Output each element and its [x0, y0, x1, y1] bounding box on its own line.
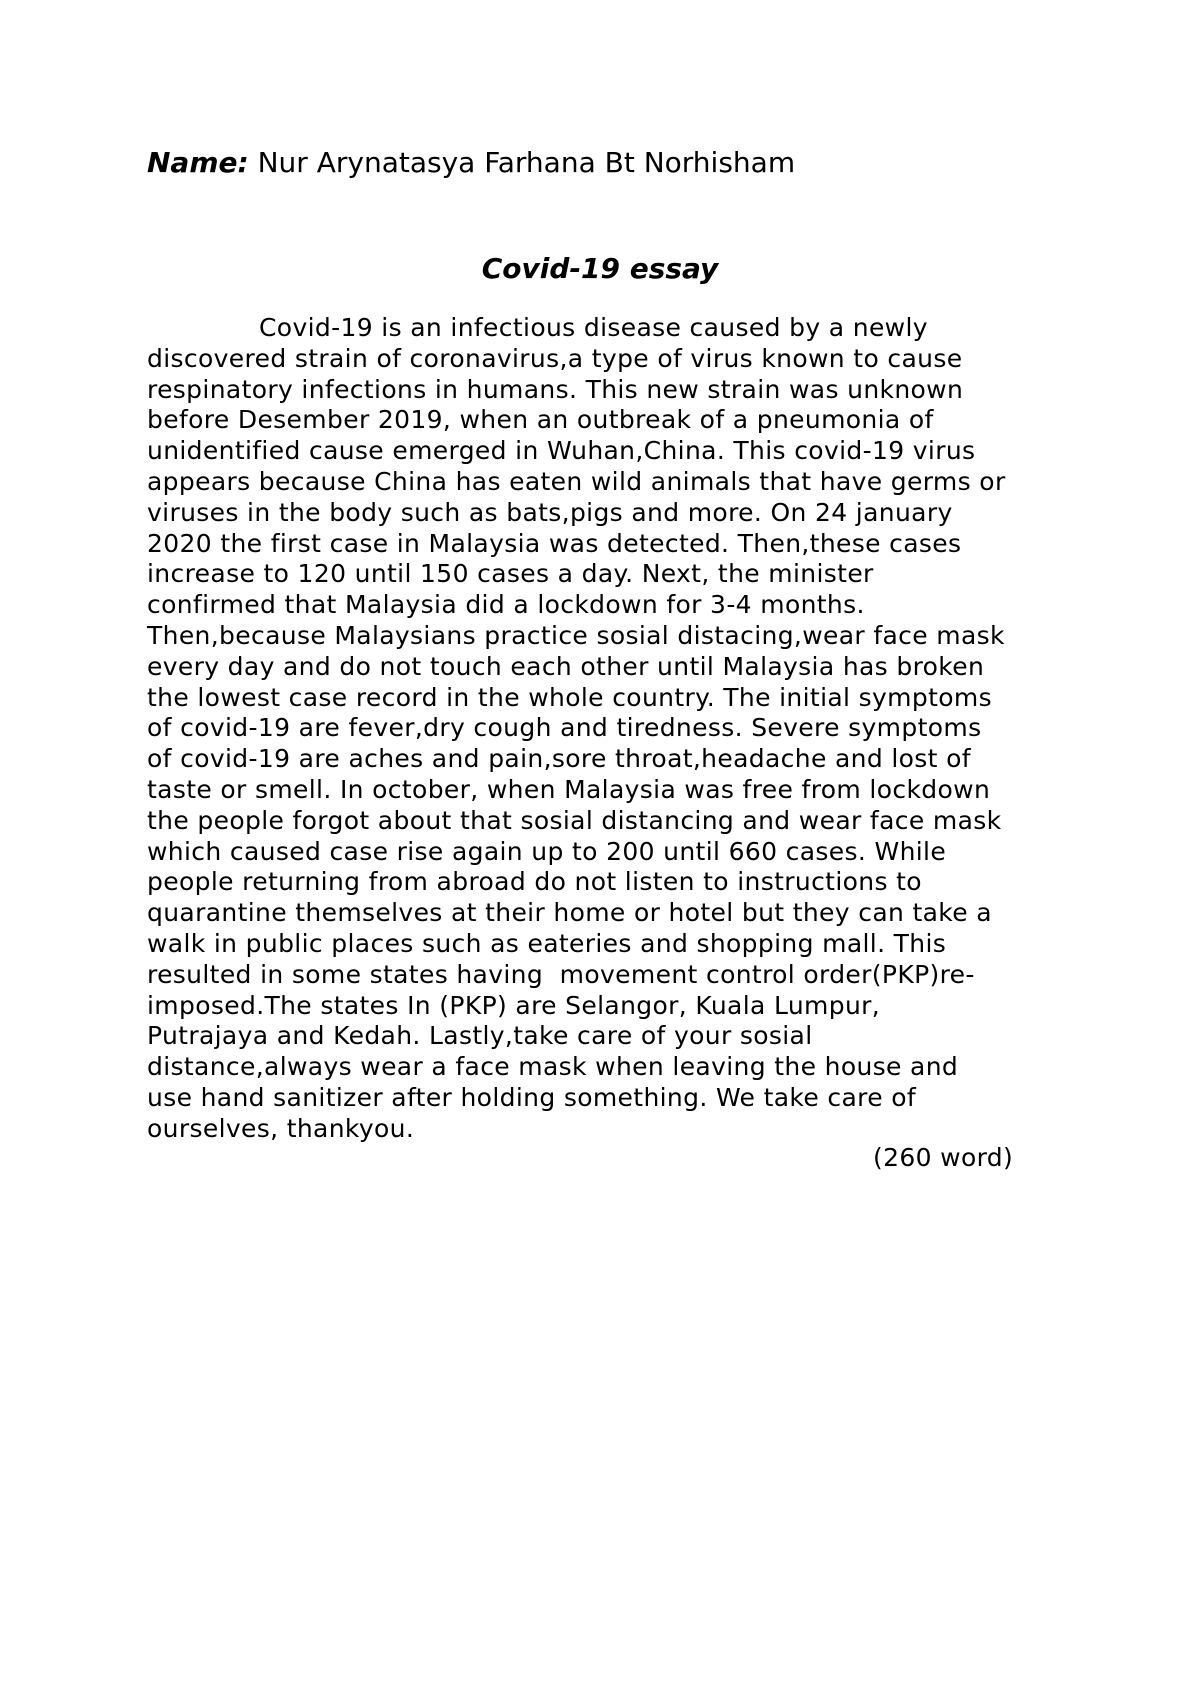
essay-line: respinatory infections in humans. This new strain was unknown — [147, 374, 964, 404]
essay-line: taste or smell. In october, when Malaysia was free from lockdown — [147, 774, 991, 804]
essay-line: viruses in the body such as bats,pigs and more. On 24 january — [147, 497, 953, 527]
essay-line: Covid-19 is an infectious disease caused by a newly — [259, 313, 928, 342]
essay-line: imposed.The states In (PKP) are Selangor, Kuala Lumpur, — [147, 990, 881, 1020]
essay-line: before Desember 2019, when an outbreak of a pneumonia of — [147, 405, 934, 435]
essay-line: appears because China has eaten wild animals that have germs or — [147, 466, 1006, 496]
essay-title: Covid-19 essay — [481, 252, 719, 285]
essay-line: increase to 120 until 150 cases a day. Next, the minister — [147, 559, 874, 589]
essay-line: of covid-19 are fever,dry cough and tiredness. Severe symptoms — [147, 713, 982, 743]
essay-line: use hand sanitizer after holding something. We take care of — [147, 1082, 917, 1112]
essay-body — [147, 313, 1067, 1145]
essay-line: people returning from abroad do not listen to instructions to — [147, 867, 922, 897]
essay-line: quarantine themselves at their home or hotel but they can take a — [147, 898, 992, 928]
essay-line: unidentified cause emerged in Wuhan,China. This covid-19 virus — [147, 436, 976, 466]
word-count: (260 word) — [873, 1143, 1014, 1172]
essay-line: ourselves, thankyou. — [147, 1113, 415, 1143]
essay-line: of covid-19 are aches and pain,sore throat,headache and lost of — [147, 744, 971, 774]
essay-line: distance,always wear a face mask when leaving the house and — [147, 1052, 959, 1082]
essay-line: 2020 the first case in Malaysia was detected. Then,these cases — [147, 528, 962, 558]
essay-line: every day and do not touch each other until Malaysia has broken — [147, 651, 985, 681]
essay-line: confirmed that Malaysia did a lockdown for 3-4 months. — [147, 590, 865, 620]
essay-line: Then,because Malaysians practice sosial distacing,wear face mask — [147, 620, 1005, 650]
student-name: Nur Arynatasya Farhana Bt Norhisham — [248, 146, 796, 179]
essay-line: Putrajaya and Kedah. Lastly,take care of your sosial — [147, 1021, 813, 1051]
essay-line: the people forgot about that sosial distancing and wear face mask — [147, 805, 1002, 835]
essay-line: the lowest case record in the whole country. The initial symptoms — [147, 682, 992, 712]
essay-line: discovered strain of coronavirus,a type of virus known to cause — [147, 343, 963, 373]
essay-line: which caused case rise again up to 200 until 660 cases. While — [147, 836, 947, 866]
essay-line: walk in public places such as eateries and shopping mall. This — [147, 928, 947, 958]
essay-line: resulted in some states having movement control order(PKP)re- — [147, 959, 975, 989]
name-label: Name: — [147, 146, 249, 179]
student-name-line — [147, 146, 795, 180]
